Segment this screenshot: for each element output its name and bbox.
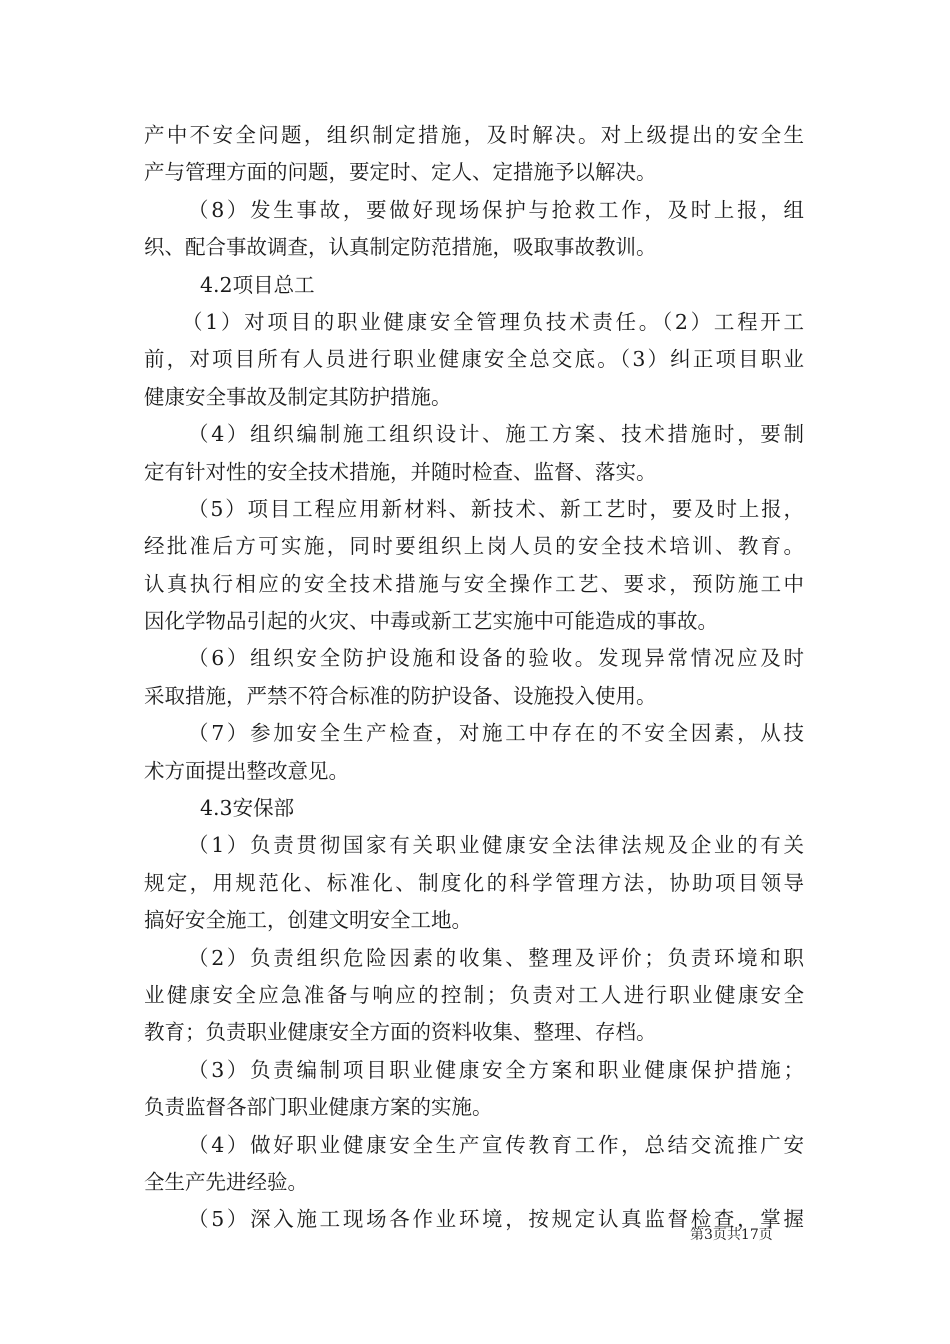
text-line: （4）组织编制施工组织设计、施工方案、技术措施时，要制: [188, 422, 804, 447]
text-line: （2）负责组织危险因素的收集、整理及评价；负责环境和职: [188, 945, 804, 970]
text-line: 健康安全事故及制定其防护措施。: [144, 384, 452, 409]
document-body: [144, 117, 804, 1239]
text-line: 搞好安全施工，创建文明安全工地。: [144, 908, 472, 933]
text-line: 认真执行相应的安全技术措施与安全操作工艺、要求，预防施工中: [144, 571, 804, 596]
text-line: （5）项目工程应用新材料、新技术、新工艺时，要及时上报，: [188, 496, 804, 521]
text-line: （8）发生事故，要做好现场保护与抢救工作，及时上报，组: [188, 197, 804, 222]
text-line: 采取措施，严禁不符合标准的防护设备、设施投入使用。: [144, 683, 657, 708]
text-line: （5）深入施工现场各作业环境，按规定认真监督检查，掌握: [188, 1207, 804, 1232]
text-line: （7）参加安全生产检查，对施工中存在的不安全因素，从技: [188, 721, 804, 746]
text-line: 前，对项目所有人员进行职业健康安全总交底。（3）纠正项目职业: [144, 347, 804, 372]
text-line: 因化学物品引起的火灾、中毒或新工艺实施中可能造成的事故。: [144, 609, 718, 634]
text-line: 教育；负责职业健康安全方面的资料收集、整理、存档。: [144, 1020, 657, 1045]
text-line: 术方面提出整改意见。: [144, 758, 349, 783]
page-number-footer: 第3页共17页: [690, 1227, 773, 1243]
section-heading: 4.3安保部: [200, 796, 295, 821]
text-line: 织、配合事故调查，认真制定防范措施，吸取事故教训。: [144, 235, 657, 260]
text-line: 规定，用规范化、标准化、制度化的科学管理方法，协助项目领导: [144, 870, 804, 895]
text-line: （6）组织安全防护设施和设备的验收。发现异常情况应及时: [188, 646, 804, 671]
text-line: 负责监督各部门职业健康方案的实施。: [144, 1095, 493, 1120]
text-line: 定有针对性的安全技术措施，并随时检查、监督、落实。: [144, 459, 657, 484]
text-line: （3）负责编制项目职业健康安全方案和职业健康保护措施；: [188, 1057, 804, 1082]
text-line: （1）对项目的职业健康安全管理负技术责任。（2）工程开工: [182, 309, 804, 334]
text-line: 经批准后方可实施，同时要组织上岗人员的安全技术培训、教育。: [144, 534, 804, 559]
section-heading: 4.2项目总工: [200, 272, 315, 297]
text-line: 业健康安全应急准备与响应的控制；负责对工人进行职业健康安全: [144, 982, 804, 1007]
text-line: 产中不安全问题，组织制定措施，及时解决。对上级提出的安全生: [144, 123, 804, 147]
text-line: 产与管理方面的问题，要定时、定人、定措施予以解决。: [144, 160, 657, 185]
text-line: 全生产先进经验。: [144, 1169, 308, 1194]
text-line: （4）做好职业健康安全生产宣传教育工作，总结交流推广安: [188, 1132, 804, 1157]
text-line: （1）负责贯彻国家有关职业健康安全法律法规及企业的有关: [188, 833, 804, 858]
